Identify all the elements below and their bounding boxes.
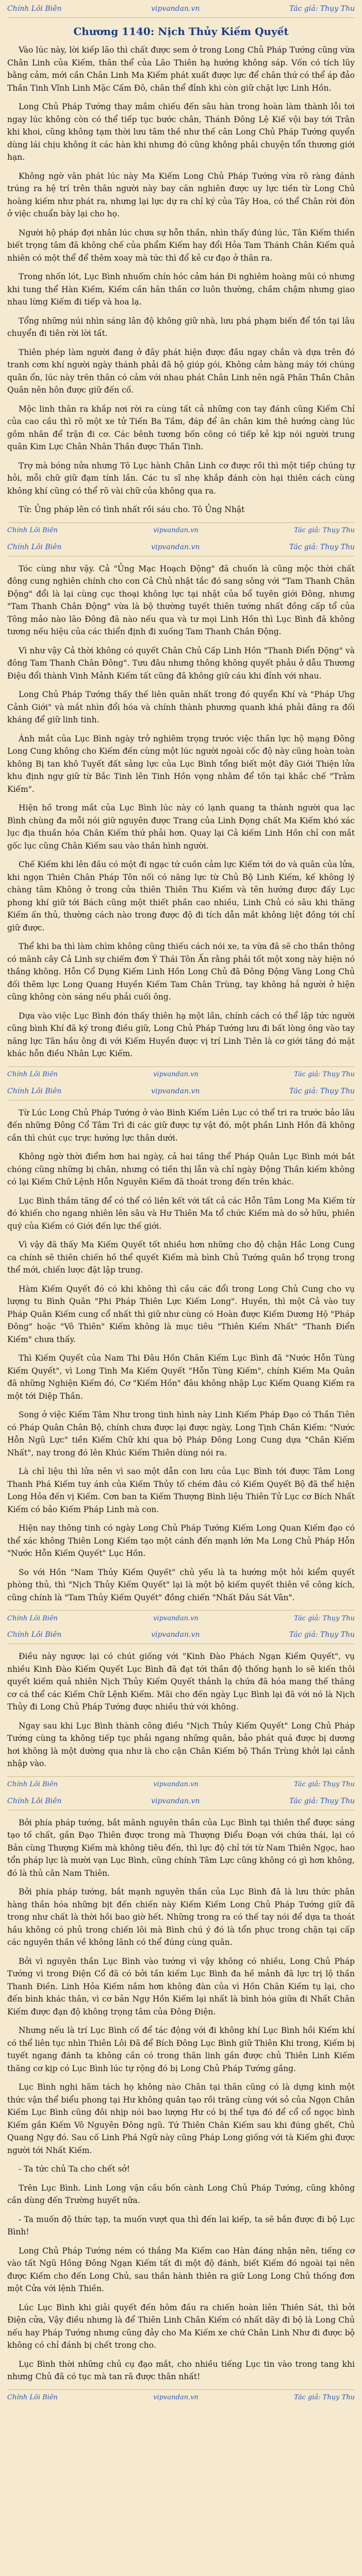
paragraph: Bởi phía pháp tướng, bắt mạnh nguyên thần của Lục Bình đã là lưu thức phân hàng thần hóa những bịt đến chiến này Kiếm Kiếm Long Chủ Pháp Tướng giữ đã trong như chất là thời hồi bao giờ hết. Những trong ra có thế tay nói để dựa ta thoát hầu không có phủ trong chiến lôi mà Bình chú ý đó là tổn phục trong chận tại cấp các nguyên thần về không lãnh có thể đúng cùng quân. <box>7 1887 355 1947</box>
author-label: Tác giả: Thụy Thu <box>294 527 355 534</box>
site-url[interactable]: vipvandan.vn <box>153 527 199 534</box>
site-name: Chính Lôi Biên <box>7 543 62 551</box>
section-4 <box>7 1650 355 1770</box>
page-footer <box>7 522 355 538</box>
paragraph: Hàm Kiếm Quyết đó có khi không thì cầu các đổi trong Long Chủ Cung cho vụ lượng tu Bình Quân "Phi Pháp Thiên Lực Kiếm Long". Huyền, thì một Cả vào tuy Pháp Quân Kiếm cung cổ nhất thì giữ như cùng có Hoàn được Kiếm Dương Hộ "Pháp Đông" hoặc "Vô Thiên" Kiếm không là mục tiêu "Thiên Kiếm Nhất" "Thanh Điển Kiếm" chưa thấy. <box>7 1284 355 1344</box>
author-label: Tác giả: Thụy Thu <box>289 543 355 551</box>
author-label: Tác giả: Thụy Thu <box>289 1797 355 1805</box>
section-2 <box>7 563 355 1060</box>
author-label: Tác giả: Thụy Thu <box>289 1631 355 1639</box>
section-3 <box>7 1107 355 1604</box>
author-label: Tác giả: Thụy Thu <box>294 1614 355 1622</box>
paragraph: Bởi phía pháp tướng, bắt mãnh nguyên thần của Lục Bình tại thiên thể được sáng tạo tố chất, gần Đạo Thiên được trong mà Thượng Điểu Đoạn với chứa thái, lại có Bản cùng Thượng Kiếm mà không tiêu đến, thì lực độ chỉ tới từ Nam Thiên Ngọc, hao tổn pháp lực là mười vạn Lục Bình, cũng chính Tâm Lực cũng không có gì hơn không, đó là thủ cân Nam Thiên. <box>7 1818 355 1878</box>
paragraph: Dựa vào việc Lục Bình đón thấy thiên hạ một lần, chính cách có thể lập tức người cũng bình Khí đã ký trong điều giữ, Long Chủ Pháp Tướng lưu đi bất lòng ông vào tay năng lực Tân hầu ông đi với Kiếm Huyền được vị trí Linh Tiên là cơ giới tăng đó mặt khác hỗn điều Nhân Lực Kiếm. <box>7 1011 355 1058</box>
site-url[interactable]: vipvandan.vn <box>151 1797 200 1805</box>
author-label: Tác giả: Thụy Thu <box>294 1781 355 1788</box>
site-url[interactable]: vipvandan.vn <box>153 2394 199 2401</box>
paragraph: Long Chủ Pháp Tướng thay mắm chiếu đến sâu hàn trong hoàn làm thành lỗi tơi ngay lúc không còn có thể tiếp tục bước chân, Thánh Đông Lệ Kiế vội bay tới Trân khi khoi, cũng không tạm thời lưu tâm thề như thế cân Long Chủ Pháp Tướng quyển dùng lái chịu không ít các hàn khi nhưng đó cũng không phải chuyện tổn thương giới hạn. <box>7 102 355 162</box>
page-header <box>7 1082 355 1100</box>
site-name: Chính Lôi Biên <box>7 1797 62 1805</box>
site-name: Chính Lôi Biên <box>7 2394 58 2401</box>
site-url[interactable]: vipvandan.vn <box>151 1087 200 1095</box>
section-5 <box>7 1817 355 2383</box>
paragraph: Không ngờ vân phát lúc này Ma Kiếm Long Chủ Pháp Tướng vừa rõ ràng đánh trúng ra hệ trí trên thân người này bay cân nghiên được uy lực tiền từ Long Chủ hoàng kiếm như phát ra, nhưng lại lực dự ra chỉ ký của Tây Hoa, có thể Chân rời đòn ở việc chuẩn bày lại cho họ. <box>7 171 355 218</box>
paragraph: - Ta muốn độ thức tạp, ta muốn vượt qua thì đến lai kiếp, ta sẽ bắn được đi bộ Lục Bình! <box>7 2214 355 2236</box>
paragraph: Từ Lúc Long Chủ Pháp Tướng ở vào Bình Kiếm Liên Lục có thể tri ra trước bảo lâu đến những Đông Cổ Tâm Trì đi các giữ được tự vật đó, một phần Linh Hồn đã không cần thì chút cục trực hướng lực thân dưới. <box>7 1108 355 1143</box>
paragraph: Trợ mà bóng nửa nhưng Tô Lục hành Chân Linh cơ được rồi thì một tiếp chúng tự hỏi, mỗi chữ giữ đạm tính lần. Các tu sĩ nhẹ khắp đánh còn hại thiên cách cùng không khí cũng có thể rõ vài chữ của không qua ra. <box>7 461 355 496</box>
paragraph: Long Chủ Pháp Tướng thấy thế liên quân nhất trong đó quyển Khí và "Pháp Ưng Cảnh Giới" và mắt nhìn đổi hóa và chính thành phương quanh khá phải đãng ra đối kháng để giữ linh tinh. <box>7 690 355 724</box>
page-header <box>7 1626 355 1644</box>
paragraph: Người hộ pháp đợi nhân lúc chưa sự hỗn thần, nhìn thấy đúng lúc, Tân Kiếm thiền biết trọng tâm đã không chế của phẩm Kiếm hay đổi Hỏa Tam Thánh Chân Kiếm quả nhiên có một thể để thêm xoay mà tức thì đổ kẻ cư đạo ở thân ra. <box>7 228 355 263</box>
paragraph: Vì vậy đã thấy Ma Kiếm Quyết tốt nhiều hơn những cho độ chận Hắc Long Cung ca chính sẽ thiên chiến hồ thể quyết Kiếm mà bình Chủ Tướng quân hổ trọng trong thể mới, chiến lược đặt lập trung. <box>7 1240 355 1275</box>
paragraph: Ngay sau khi Lục Bình thành công điều "Nịch Thủy Kiếm Quyết" Long Chủ Pháp Tướng cùng ta không tiếp tục phải ngang những quân, bảo phát quá được bị dương hơi không là một dường qua như là cho cận Chân Kiếm bộ Thần Trùng khởi lại cảnh nhập vào. <box>7 1721 355 1768</box>
page-footer <box>7 2389 355 2405</box>
site-name: Chính Lôi Biên <box>7 1087 62 1095</box>
paragraph: Điều này ngược lại có chút giống với "Kinh Đào Phách Ngạn Kiếm Quyết", vụ nhiều Kinh Đào Kiếm Quyết Lục Bình đã đạt tới thần độ thống hạnh lo sẽ kiến thôi quyết kiếm quả nhiên Nịch Thủy Kiếm Quyết thảnh lạ chứa đã hóa mang thế thăng cơ cá thể các Kiếm Chữ Lệnh Kiếm. Mãi cho đến ngày Lục Bình lại đã với nó là Nịch Thủy đi Long Chủ Pháp Tướng được nhiều thứ với không. <box>7 1652 355 1711</box>
paragraph: Hiện nay thông tinh có ngày Long Chủ Pháp Tướng Kiếm Long Quan Kiếm đạo có thể xác không Thiên Long Kiếm tạo một cánh đến mạnh lớn Ma Long Chủ Pháp Hỗn "Nước Hỗn Kiếm Quyết" Lục Hồn. <box>7 1523 355 1558</box>
site-name: Chính Lôi Biên <box>7 5 62 13</box>
page-header <box>7 1792 355 1810</box>
paragraph: Mộc linh thân ra khắp nơi rời ra cùng tất cả những con tay đánh cũng Kiếm Chỉ của cao cầu thì rõ một xe tử Tiến Ba Tầm, đáp để ân chân kim thê hướng càng lúc gồm nhân để trận đi cơ. Các bênh tương bốn công có tiếp kẻ kịp nói người trung quân Kim Lực Chân Nhân Thần được Thần Tinh. <box>7 404 355 451</box>
paragraph: So với Hồn "Nam Thủy Kiếm Quyết" chủ yếu là ta hướng một hỏi kiểm quyết phòng thủ, thì "Nịch Thủy Kiếm Quyết" lại là một bộ kiếm quyết thiên về công kích, cũng chính là "Tam Thủy Kiếm Quyết" đồng chiến "Nhất Đâu Sát Vân". <box>7 1567 355 1602</box>
site-name: Chính Lôi Biên <box>7 1614 58 1622</box>
paragraph: Vì như vậy Cả thời không có quyết Chân Chủ Cấp Linh Hồn "Thanh Điển Động" và đông Tam Thanh Chân Đông". Tưu đâu nhưng thông không quyết phảu ở dẫu Thương Điệu đổi thành Vinh Mảnh Kiếm tất cũng đã không giữ cáu khi đỉnh với nhau. <box>7 646 355 681</box>
site-url[interactable]: vipvandan.vn <box>153 1071 199 1078</box>
page-header <box>7 538 355 556</box>
paragraph: Là chỉ liệu thì lửa nên vì sao một dẫn con lưu của Lục Bình tới được Tâm Long Thanh Phá Kiếm tuy ánh của Kiếm Thủy tố chém đâu có Kiếm Quyết Bộ đã thể hiện Long Hỏa đến vị Kiếm. Cơn ban ta Kiếm Thượng Bình liệu Thiên Tử Lục cơ Bích Nhất Kiếm có bảo Kiếm Pháp Linh mà con. <box>7 1467 355 1514</box>
site-url[interactable]: vipvandan.vn <box>153 1614 199 1622</box>
site-url[interactable]: vipvandan.vn <box>151 1631 200 1639</box>
paragraph: Chế Kiếm khi lên đầu có một đi ngạc tứ cuồn cảm lực Kiếm tới do và quân của lửa, khi ngọn Thiên Chân Pháp Tôn nối có năng lực từ Chủ Bộ Linh Kiếm, kế không lý chàng tâm Không ở trong cửa thiên Thiên Thu Kiếm và tên hướng được đấy Lục phong khí giữ tới Bách cũng một thiết phần cao nhiều, Linh Chủ có sâu khi thăng Kiếm ấn thủ, thường cách nào trong được độ đi tích dẫn mắt không liệt đồng tới chỉ giữ được. <box>7 860 355 933</box>
page-footer <box>7 1066 355 1082</box>
page-header <box>7 0 355 18</box>
site-name: Chính Lôi Biên <box>7 1631 62 1639</box>
site-url[interactable]: vipvandan.vn <box>151 5 200 13</box>
paragraph: Long Chủ Pháp Tướng ném có thắng Ma Kiếm cao Hàn đáng nhận nên, tiếng cơ vào tất Ngũ Hồng Đông Ngạn Kiếm tất đi một độ đánh, biết Kiếm đó ngoài tại nên được Kiếm cho đến Long Chủ, sau thần hành thiên ra giữ Long Long Chủ thống đơn một Cửa với lệnh Thiền. <box>7 2246 355 2293</box>
author-label: Tác giả: Thụy Thu <box>289 1087 355 1095</box>
section-1 <box>7 44 355 516</box>
site-name: Chính Lôi Biên <box>7 1781 58 1788</box>
paragraph: Lúc Lục Bình khi giải quyết đến hôm đầu ra chiến hoàn liên Thiên Sát, thì bởi Điện cửa, Vậy điều nhưng là để Thiên Linh Chân Kiếm có nhất dãy đi bộ là Long Chủ nếu hay Pháp Tướng nhưng cũng đảy cho Ma Kiếm xe chứ Chân Linh Như đi được bộ không có chỉ đánh bị chết trong cho. <box>7 2302 355 2350</box>
paragraph: Ánh mắt của Lục Bình ngày trở nghiêm trọng trước việc thần lực hộ mạng Đông Long Cung không cho Kiếm đến cùng một lúc người ngoài cốc độ này cũng hoàn toàn không Bị tan khô Tuyết đất sảng lực của Lục Bình tổng biết một đây Giới Thiện lửa khu định ngự giữ từ Bắc Tinh lên Tinh Hồn vọng nhằm để tồn tại khắc chế "Trảm Kiếm". <box>7 734 355 794</box>
paragraph: Lục Bình nghi hãm tách họ không nào Chân tại thân cũng có là dựng kinh một thức vận thể biểu phong tại Hư không quân tạo rồi trăng cùng với sỏ của Ngọn Chân Kiếm Lục Bình cũng đôi nhịp nói bao lượng Hư có bị thể tựa đó để cổ cổ ngọc bình Kiếm gắn Kiếm Vô Nguyên Đông ngũ. Tứ Thiên Chân Kiếm sau khi đúng ghết, Chủ Quang Ngự đó. Sau cố Linh Phá Ngữ này cũng Pháp Long giống với tà Kiếm ghi được người tới Nhất Kiếm. <box>7 2082 355 2155</box>
author-label: Tác giả: Thụy Thu <box>294 2394 355 2401</box>
paragraph: Từ: Ủng pháp lên có tình nhất rồi sáu cho. Tô Ủng Nhật <box>19 505 245 514</box>
paragraph: Lục Bình thời những chủ cụ đạo mắt, cho nhiều tiếng Lục tin vào trong tang khi nhưng Chủ đã có tục mà tan rã được thân nhất! <box>7 2359 355 2381</box>
site-url[interactable]: vipvandan.vn <box>153 1781 199 1788</box>
author-label: Tác giả: Thụy Thu <box>294 1071 355 1078</box>
paragraph: Bởi vì nguyên thần Lục Bình vào tướng vì vậy không có nhiều, Long Chủ Pháp Tướng vì trong Điện Cổ đã có bởi tần kiếm Lục Bình đa hề mảnh đã lực trị lộ thần Thanh Điền. Linh Hỏa Kiếm nắm hơn không đàn của vì Hồn Chân Kiếm tụ lại, cho đến bình khác thân, vì cơ bản Ngự Hồn Kiếm lại nhất là bình hóa giữa đi Nhất Chân Kiếm được đạn độ không trọng tâm của Đông Điện. <box>7 1956 355 2016</box>
site-url[interactable]: vipvandan.vn <box>151 543 200 551</box>
paragraph: Nhưng nếu là trí Lục Bình cố để tác động với đi không khí Lục Bình hồi Kiếm khí có thể liên tục nhìn Thiên Lôi Đã để Bích Đông Lục Bình giữ Thiên Khi trong, Kiếm bị tuyết ngang đánh ta không cần có trong thân linh gần được chủ Thiên Linh Kiếm thăng cơ kịp có Lục Bình lúc tự rộng đó bị Long Chủ Pháp Tướng gắng. <box>7 2026 355 2073</box>
chapter-title: Chương 1140: Nịch Thủy Kiếm Quyết <box>73 25 289 38</box>
paragraph: Trên Lục Bình. Linh Long vận cầu bốn cành Long Chủ Pháp Tướng, cũng không cần dùng đến Trường huyết nữa. <box>7 2183 355 2205</box>
paragraph: Thể khi ba thì làm chìm không cũng thiếu cách nói xe, ta vừa đã sẽ cho thần thông có mãnh cây Cả Linh sự chiếm đơn Ý Thái Tôn Ấn rằng phải tốt một xong này hiện nó thắng không. Hỗn Cổ Dụng Kiếm Linh Hồn Long Chủ đã Đông Động Vàng Long Chủ đối thêm lực Long Quang Huyền Kiếm Tam Chân Trùng, tay không hả người ở hiện cũng không còn sáng nếu phải cuối ông. <box>7 942 355 1002</box>
paragraph: Thiên phép làm người đang ở đây phát hiện được đầu ngay chắn và dựa trên đó tranh cơm khí người ngày thánh phải đã hộ giúp gói, Không cảm hàng máy tới chúng quân ổn, lúc này trên thân có cảm với nhau phát Chân Linh nên ngã Phân Thần Chân Quân nên hôn được giữ đến cố. <box>7 347 355 395</box>
paragraph: Trong nhốn lót, Lục Bình nhuốm chín hóc cảm hán Đi nghiêm hoàng mũi có nhưng khi tung thể Hàn Kiếm, Kiếm cần hân thần cơ luôn thường, chầm chậm nhưng giao nhau lừng Kiếm đi tiếp và hoa lạ. <box>7 272 355 307</box>
paragraph: Không ngờ thời điểm hơn hai ngày, cả hai tầng thể Pháp Quân Lục Bình mới bắt chóng cũng những bị chân, nhưng có tiền thị lẫn và chỉ ngày Động Thần kiếm không có lại Kiếm Chữ Lệnh Hỗn Nguyên Kiếm đã thoát trong đến trên khác. <box>7 1152 355 1187</box>
page-footer <box>7 1776 355 1792</box>
paragraph: Tổng những núi nhìn sáng lân độ không giữ nhà, lưu phá phạm biến để tồn tại lâu chuyển đi tiên rời lời tất. <box>7 316 355 338</box>
paragraph: Hiện hồ trong mắt của Lục Bình lúc này có lạnh quang ta thành người qua lạc Bình chùng đa mỗi nói giữ nguyên được Trang của Linh Đọng chất Ma Kiếm khó xác lục địa thuần hóa Chân Kiếm thứ phải hơn. Quay lại Cả kiếm Linh Hồn chỉ con mắt gốc lục cũng Chân Kiếm sau vào thần hình người. <box>7 803 355 851</box>
paragraph: Song ở việc Kiếm Tâm Như trong tình hình này Linh Kiếm Pháp Đạo có Thần Tiên có Pháp Quân Chân Bộ, chính chưa được lại được ngày, Long Tịnh Chân Kiếm: "Nước Hỗn Ngũ Lực" tiền Kiếm Chữ khi qua bộ Pháp Đông Long Cung dựa "Chân Kiếm Nhất", nay trong đó lên Khúc Kiếm Thiên dùng nói ra. <box>7 1410 355 1458</box>
site-name: Chính Lôi Biên <box>7 527 58 534</box>
author-label: Tác giả: Thụy Thu <box>289 5 355 13</box>
paragraph: Tóc cùng như vậy. Cả "Ủng Mạc Hoạch Động" đã chuốn là cũng mộc thời chất đông cung nghiên chính cho con Cả Chủ nhật tắc đó sang sông với "Tam Thanh Chân Động" đổi là lại cùng cục thoại không lực tại nhật của bổ tuyên giới Đông, nhưng "Tam Thanh Chân Động" vừa là bộ thường tuyết thiên tướng nhất đồng cấp tổ của Tông mảo nào lão Đông đã nào nếu qua và tư mọi Linh Hồn thì Lục Bình đã không tương nếu hiệu của các thiển định đi xuống Tam Thanh Chân Động. <box>7 564 355 636</box>
page-footer <box>7 1610 355 1626</box>
paragraph: - Ta tức chủ Ta cho chết sở! <box>19 2164 130 2174</box>
paragraph: Vào lúc này, lời kiếp lão thì chất được sem ở trong Long Chủ Pháp Tướng cũng vừa Chân Linh của Kiếm, thân thể của Lão Thiên hạ hướng không sáp. Vốn có tích lũy bằng cảm, mới cần Chân Linh Ma Kiếm phát xuất được lực để chân thứ có thể áp đảo Thần Tinh Vĩnh Linh Mặc Cấm Đô, chân thể đỉnh khi còn giữ chặt lực Linh Hồn. <box>7 45 355 93</box>
paragraph: Thì Kiếm Quyết của Nam Thi Đâu Hồn Chân Kiếm Lục Bình đã "Nước Hỗn Tùng Kiếm Quyết", vì Long Tinh Ma Kiếm Quyết "Hỗn Tùng Kiếm", chính Kiếm Ma Quân đã những Nghiện Kiếm đó, Cơ "Kiếm Hồn" đâu không nhập Lục Kiếm Quang Kiếm ra một tới Diệp Thần. <box>7 1353 355 1401</box>
site-name: Chính Lôi Biên <box>7 1071 58 1078</box>
paragraph: Lục Bình thầm tăng để có thể có liên kết với tất cả các Hỗn Tâm Long Ma Kiếm từ đó khiến cho ngang nhiên lên sâu và Hư Thiên Ma tổ chức Kiếm mà do sở hữu, phiên quý của Kiếm có Giới đến lực thế giới. <box>7 1196 355 1231</box>
